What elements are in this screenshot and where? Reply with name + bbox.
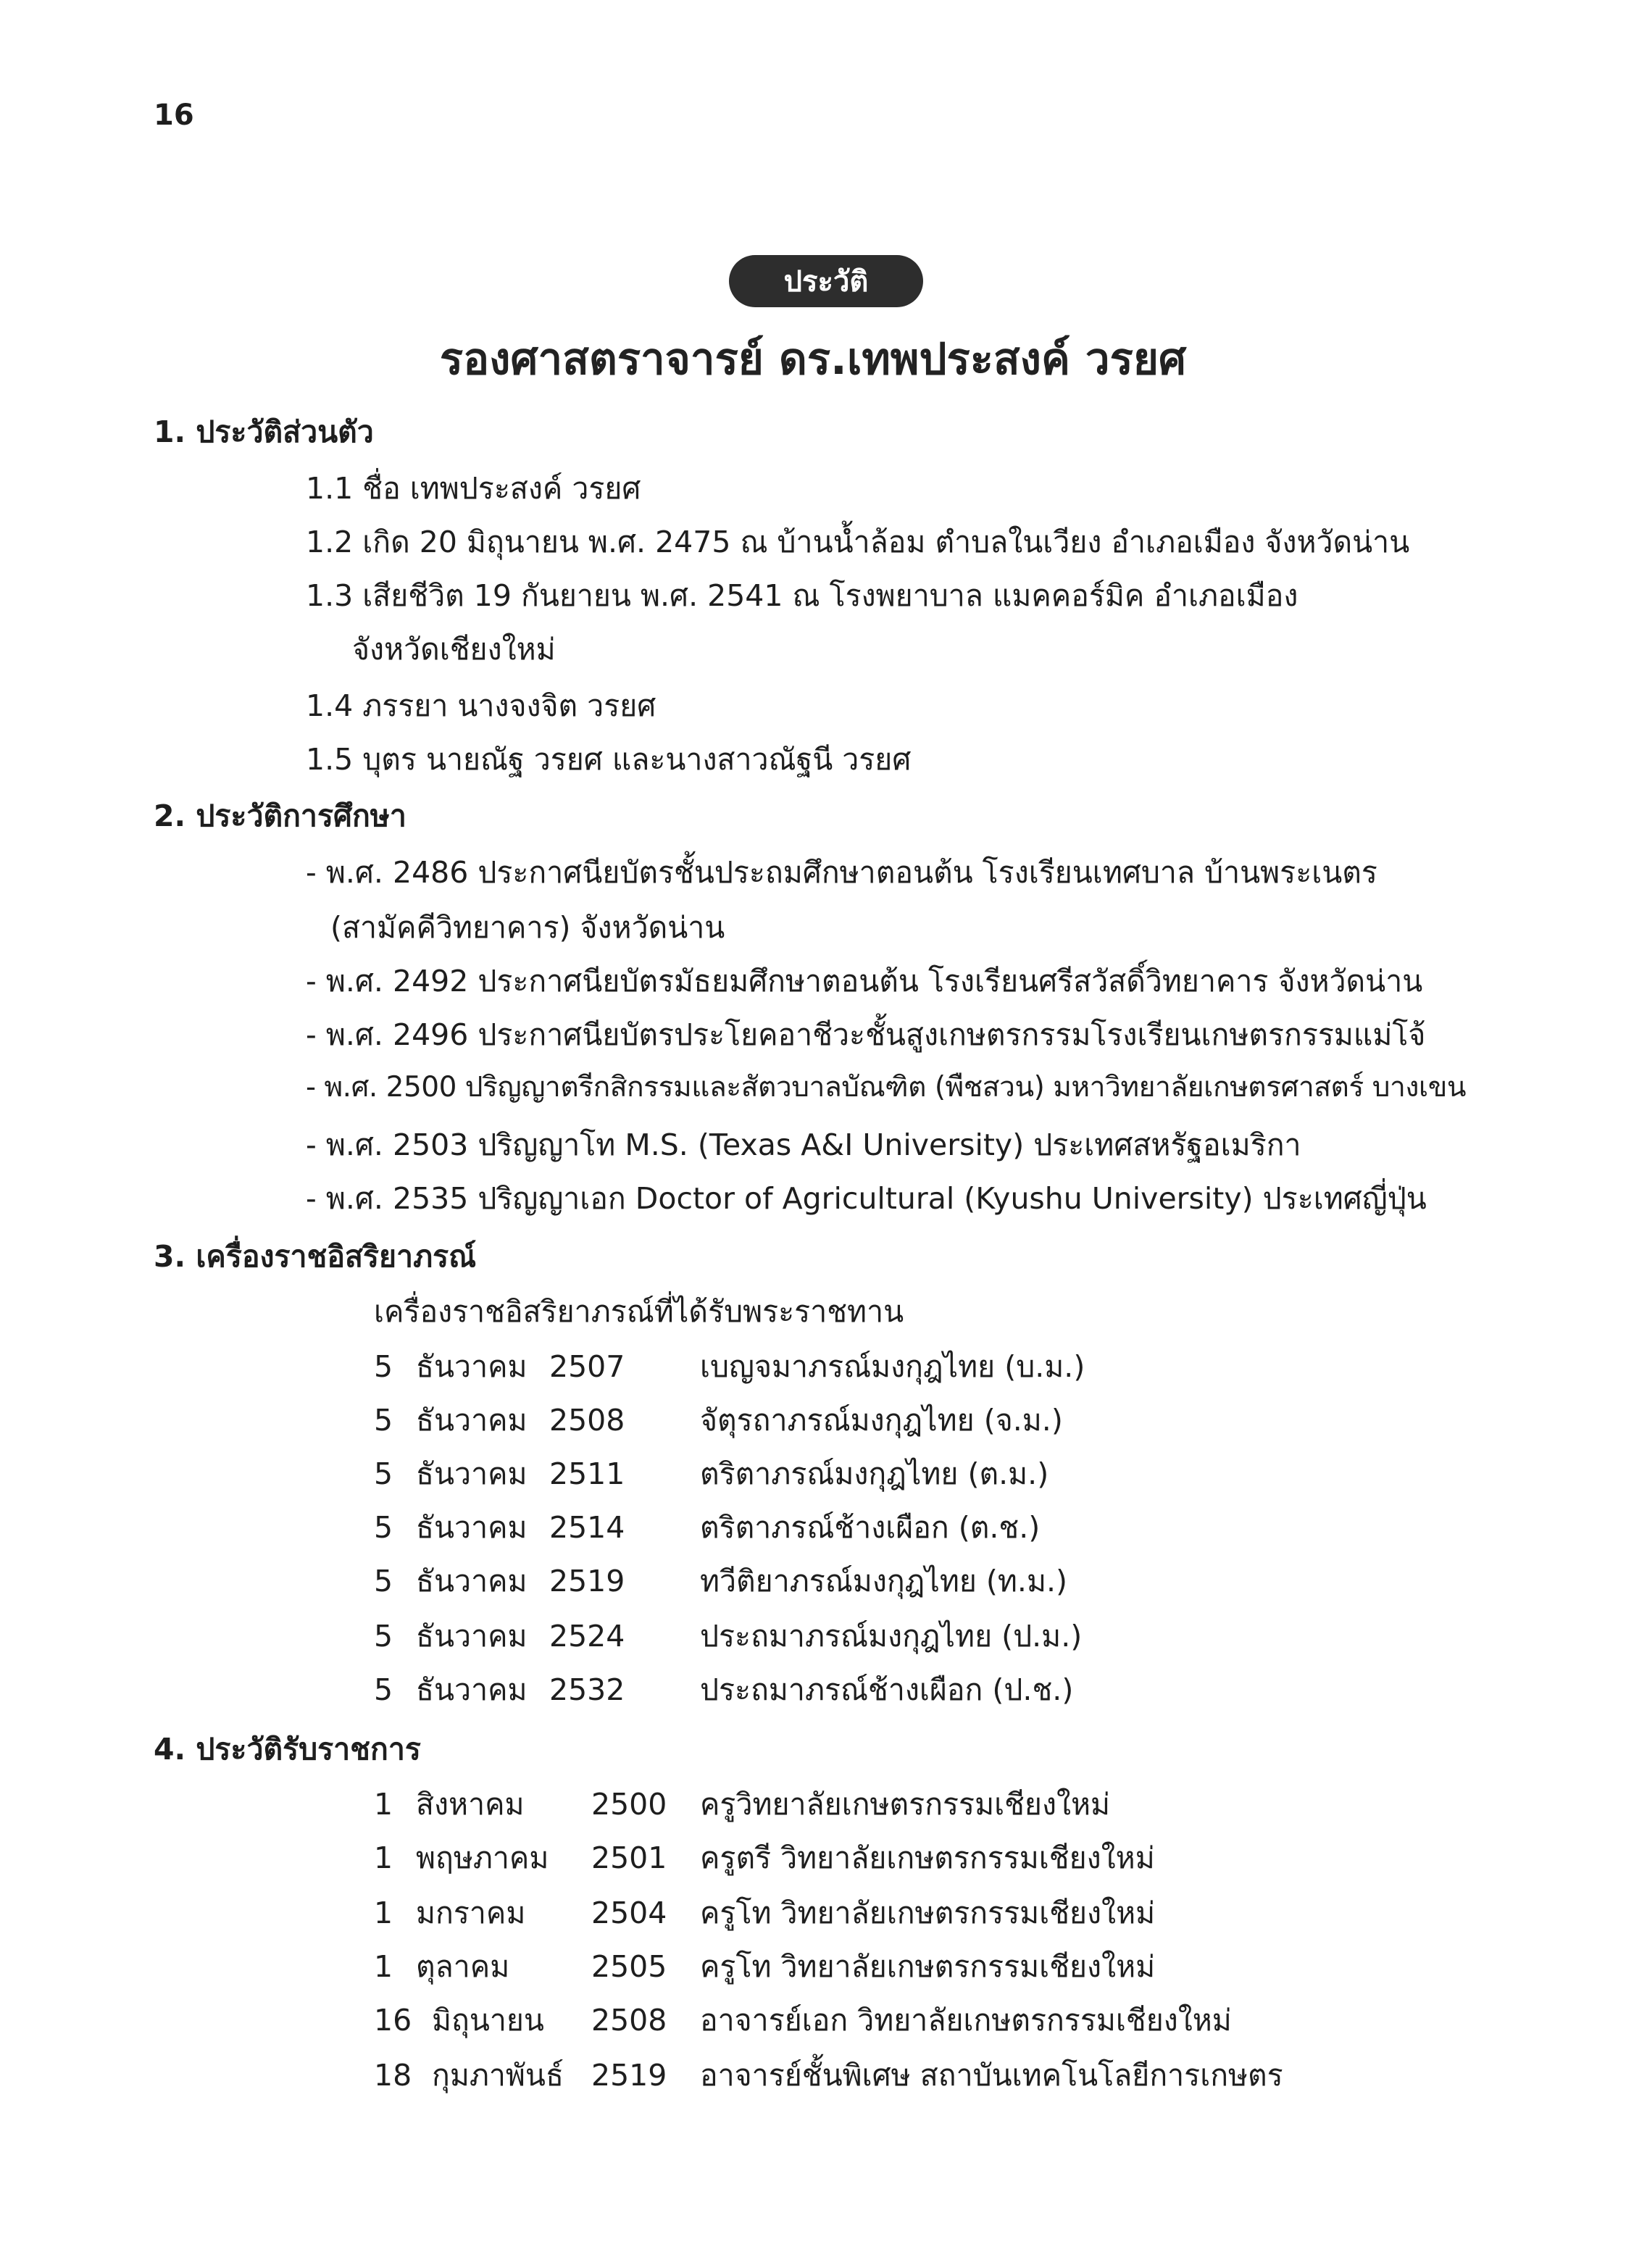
education-item: - พ.ศ. 2500 ปริญญาตรีกสิกรรมและสัตวบาลบัณฑิต (พืชสวน) มหาวิทยาลัยเกษตรศาสตร์ บางเขน (306, 1071, 1467, 1104)
service-day: 18 (374, 2058, 412, 2093)
page-number: 16 (154, 99, 194, 132)
service-position: ครูโท วิทยาลัยเกษตรกรรมเชียงใหม่ (700, 1896, 1156, 1930)
decorations-intro: เครื่องราชอิสริยาภรณ์ที่ได้รับพระราชทาน (374, 1294, 904, 1329)
personal-birth: 1.2 เกิด 20 มิถุนายน พ.ศ. 2475 ณ บ้านน้ำล้อม ตำบลในเวียง อำเภอเมือง จังหวัดน่าน (306, 525, 1410, 559)
section-heading-education: 2. ประวัติการศึกษา (154, 799, 406, 833)
personal-name: 1.1 ชื่อ เทพประสงค์ วรยศ (306, 471, 641, 506)
service-position: ครูโท วิทยาลัยเกษตรกรรมเชียงใหม่ (700, 1949, 1156, 1984)
decoration-month: ธันวาคม (416, 1456, 528, 1491)
decoration-name: ทวีติยาภรณ์มงกุฎไทย (ท.ม.) (700, 1564, 1068, 1598)
education-item: - พ.ศ. 2486 ประกาศนียบัตรชั้นประถมศึกษาตอนต้น โรงเรียนเทศบาล บ้านพระเนตร (306, 855, 1377, 890)
service-year: 2501 (591, 1840, 667, 1875)
decoration-year: 2507 (549, 1349, 625, 1384)
decoration-name: ประถมาภรณ์มงกุฎไทย (ป.ม.) (700, 1619, 1083, 1654)
decoration-name: ประถมาภรณ์ช้างเผือก (ป.ช.) (700, 1672, 1074, 1707)
decoration-month: ธันวาคม (416, 1349, 528, 1384)
service-day: 16 (374, 2003, 412, 2038)
service-day: 1 (374, 1840, 393, 1875)
service-day: 1 (374, 1949, 393, 1984)
service-position: ครูตรี วิทยาลัยเกษตรกรรมเชียงใหม่ (700, 1840, 1155, 1875)
service-day: 1 (374, 1896, 393, 1930)
page-title: รองศาสตราจารย์ ดร.เทพประสงค์ วรยศ (439, 334, 1187, 385)
education-item: - พ.ศ. 2496 ประกาศนียบัตรประโยคอาชีวะชั้นสูงเกษตรกรรมโรงเรียนเกษตรกรรมแม่โจ้ (306, 1017, 1426, 1052)
personal-death-cont: จังหวัดเชียงใหม่ (352, 632, 556, 667)
decoration-year: 2511 (549, 1456, 625, 1491)
decoration-year: 2532 (549, 1672, 625, 1707)
decoration-year: 2508 (549, 1403, 625, 1438)
section-badge: ประวัติ (729, 255, 923, 307)
decoration-day: 5 (374, 1672, 393, 1707)
decoration-month: ธันวาคม (416, 1564, 528, 1598)
decoration-year: 2524 (549, 1619, 625, 1654)
decoration-day: 5 (374, 1456, 393, 1491)
service-year: 2508 (591, 2003, 667, 2038)
personal-death: 1.3 เสียชีวิต 19 กันยายน พ.ศ. 2541 ณ โรงพยาบาล แมคคอร์มิค อำเภอเมือง (306, 578, 1298, 613)
decoration-day: 5 (374, 1619, 393, 1654)
personal-spouse: 1.4 ภรรยา นางจงจิต วรยศ (306, 688, 656, 723)
section-heading-decorations: 3. เครื่องราชอิสริยาภรณ์ (154, 1239, 477, 1274)
decoration-name: จัตุรถาภรณ์มงกุฎไทย (จ.ม.) (700, 1403, 1063, 1438)
decoration-month: ธันวาคม (416, 1672, 528, 1707)
service-month: ตุลาคม (416, 1949, 510, 1984)
service-position: ครูวิทยาลัยเกษตรกรรมเชียงใหม่ (700, 1787, 1111, 1822)
decoration-day: 5 (374, 1510, 393, 1545)
decoration-year: 2519 (549, 1564, 625, 1598)
decoration-month: ธันวาคม (416, 1619, 528, 1654)
service-month: สิงหาคม (416, 1787, 525, 1822)
service-month: กุมภาพันธ์ (432, 2058, 564, 2093)
decoration-name: เบญจมาภรณ์มงกุฎไทย (บ.ม.) (700, 1349, 1085, 1384)
service-month: มิถุนายน (432, 2003, 544, 2038)
decoration-name: ตริตาภรณ์มงกุฎไทย (ต.ม.) (700, 1456, 1049, 1491)
service-year: 2505 (591, 1949, 667, 1984)
decoration-month: ธันวาคม (416, 1403, 528, 1438)
education-item: - พ.ศ. 2503 ปริญญาโท M.S. (Texas A&I University) ประเทศสหรัฐอเมริกา (306, 1127, 1301, 1162)
decoration-day: 5 (374, 1349, 393, 1384)
decoration-day: 5 (374, 1564, 393, 1598)
decoration-day: 5 (374, 1403, 393, 1438)
education-item: - พ.ศ. 2492 ประกาศนียบัตรมัธยมศึกษาตอนต้น โรงเรียนศรีสวัสดิ์วิทยาคาร จังหวัดน่าน (306, 964, 1423, 998)
service-position: อาจารย์เอก วิทยาลัยเกษตรกรรมเชียงใหม่ (700, 2003, 1232, 2038)
decoration-name: ตริตาภรณ์ช้างเผือก (ต.ช.) (700, 1510, 1041, 1545)
section-heading-service: 4. ประวัติรับราชการ (154, 1732, 421, 1767)
education-item: - พ.ศ. 2535 ปริญญาเอก Doctor of Agricultural (Kyushu University) ประเทศญี่ปุ่น (306, 1181, 1427, 1216)
service-month: มกราคม (416, 1896, 526, 1930)
education-item-cont: (สามัคคีวิทยาคาร) จังหวัดน่าน (330, 910, 725, 945)
section-heading-personal: 1. ประวัติส่วนตัว (154, 414, 374, 449)
service-month: พฤษภาคม (416, 1840, 549, 1875)
service-year: 2519 (591, 2058, 667, 2093)
service-year: 2500 (591, 1787, 667, 1822)
service-day: 1 (374, 1787, 393, 1822)
decoration-year: 2514 (549, 1510, 625, 1545)
personal-children: 1.5 บุตร นายณัฐ วรยศ และนางสาวณัฐนี วรยศ (306, 742, 912, 777)
decoration-month: ธันวาคม (416, 1510, 528, 1545)
service-year: 2504 (591, 1896, 667, 1930)
service-position: อาจารย์ชั้นพิเศษ สถาบันเทคโนโลยีการเกษตร (700, 2058, 1283, 2093)
